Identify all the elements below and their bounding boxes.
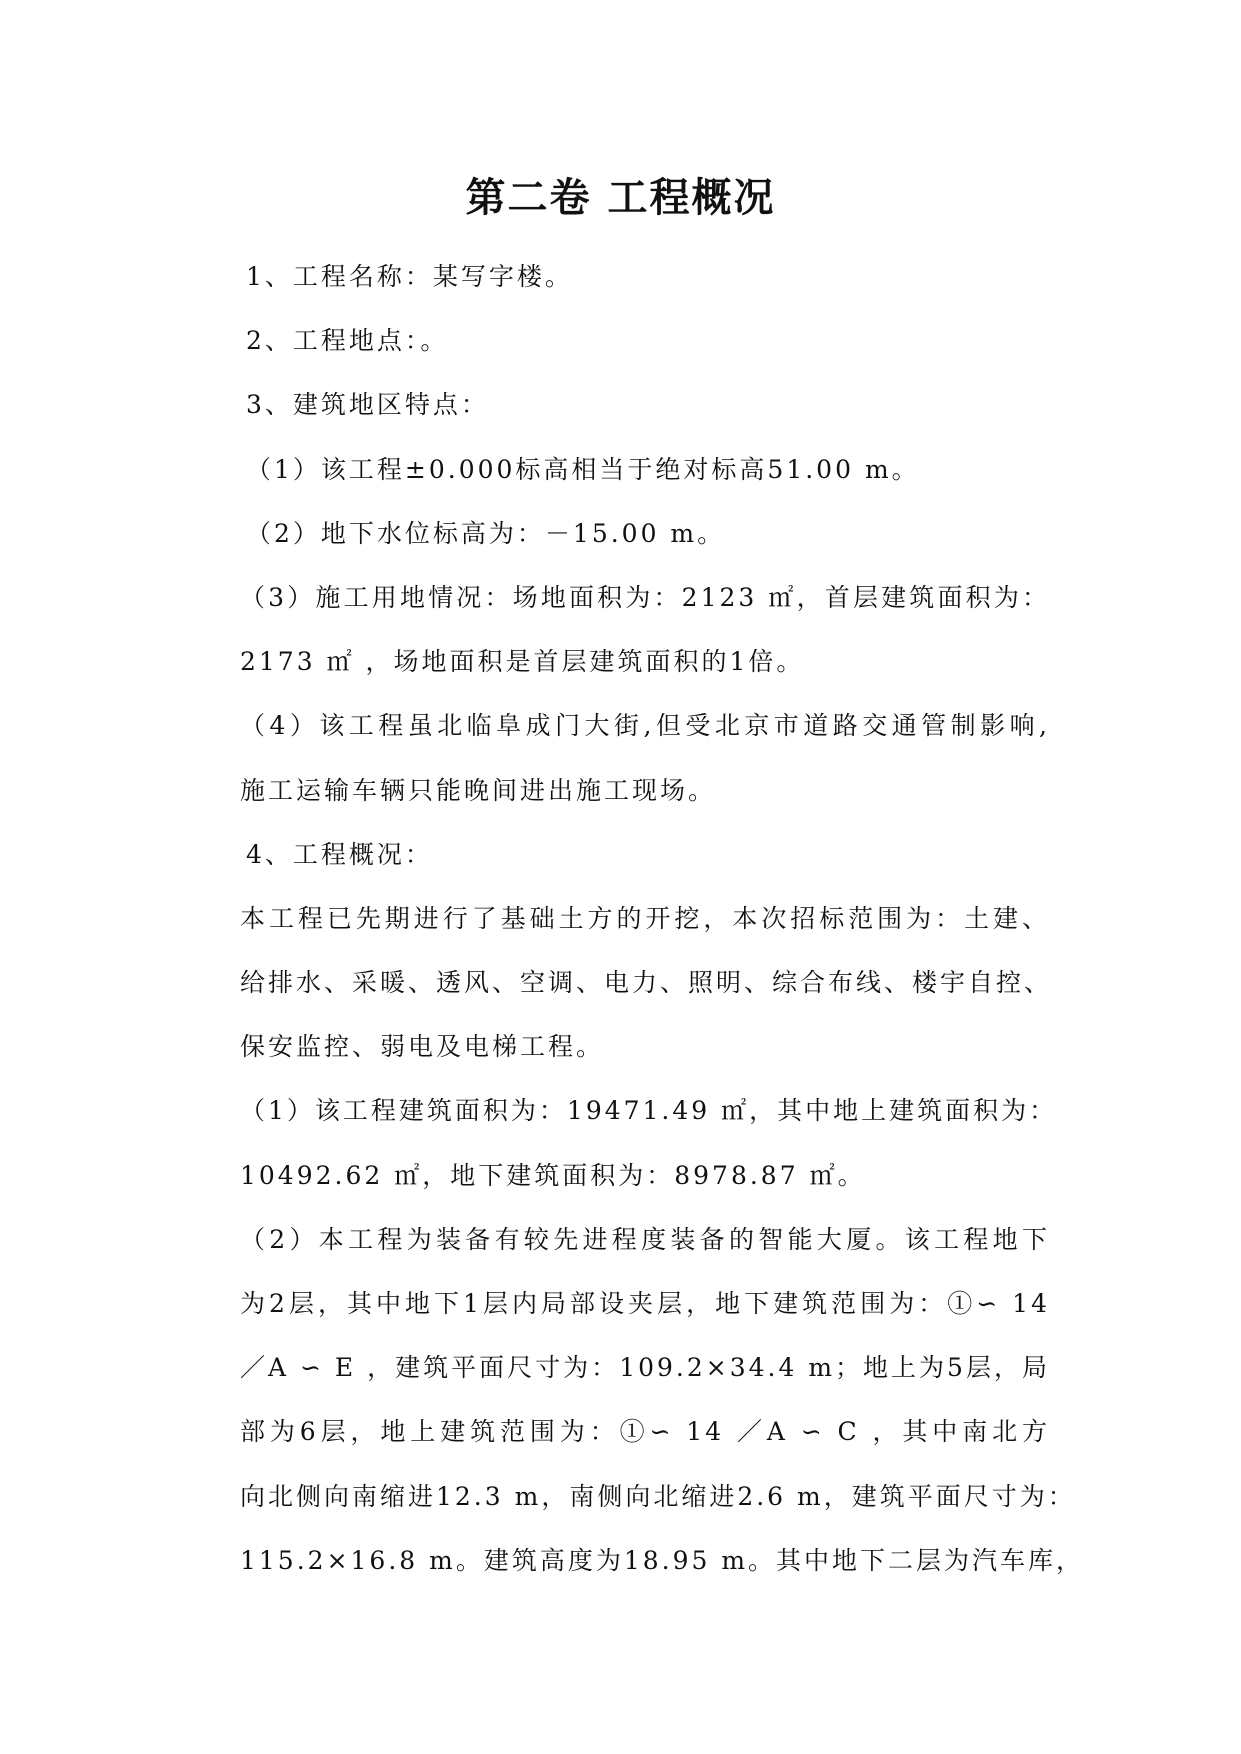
line-site-features-heading: 3、建筑地区特点： — [246, 390, 489, 420]
line-height: 115.2×16.8 m。建筑高度为18.95 m。其中地下二层为汽车库， — [240, 1545, 1085, 1575]
line-building-area: （1）该工程建筑面积为：19471.49 ㎡，其中地上建筑面积为： — [240, 1096, 1058, 1126]
line-setbacks: 向北侧向南缩进12.3 m，南侧向北缩进2.6 m，建筑平面尺寸为： — [240, 1481, 1076, 1511]
line-scope-cont: 给排水、采暖、透风、空调、电力、照明、综合布线、楼宇自控、 — [240, 968, 1053, 998]
body-text — [240, 245, 1085, 1593]
line-elevation: （1）该工程±0.000标高相当于绝对标高51.00 m。 — [246, 454, 920, 484]
page-title: 第二卷 工程概况 — [465, 175, 776, 221]
line-traffic-cont: 施工运输车辆只能晚间进出施工现场。 — [240, 775, 717, 805]
line-intelligent-building: （2）本工程为装备有较先进程度装备的智能大厦。该工程地下 — [240, 1224, 1050, 1254]
line-traffic: （4）该工程虽北临阜成门大街,但受北京市道路交通管制影响, — [240, 711, 1050, 741]
line-project-location: 2、工程地点：。 — [246, 326, 449, 356]
line-scope: 本工程已先期进行了基础土方的开挖，本次招标范围为：土建、 — [240, 903, 1050, 933]
line-above-ground-range: 部为6层，地上建筑范围为：①∽ 14 ／A ∽ C ，其中南北方 — [240, 1417, 1050, 1447]
line-project-name: 1、工程名称：某写字楼。 — [246, 262, 573, 291]
line-scope-end: 保安监控、弱电及电梯工程。 — [240, 1032, 605, 1062]
line-site-area-cont: 2173 ㎡ ，场地面积是首层建筑面积的1倍。 — [240, 647, 805, 677]
line-groundwater: （2）地下水位标高为：－15.00 m。 — [246, 518, 726, 548]
line-basement-dimensions: ／A ∽ E ，建筑平面尺寸为：109.2×34.4 m；地上为5层，局 — [240, 1353, 1050, 1383]
line-site-area: （3）施工用地情况：场地面积为：2123 ㎡，首层建筑面积为： — [240, 582, 1050, 612]
line-overview-heading: 4、工程概况： — [246, 839, 433, 869]
line-building-area-cont: 10492.62 ㎡，地下建筑面积为：8978.87 ㎡。 — [240, 1160, 866, 1190]
line-basement-levels: 为2层，其中地下1层内局部设夹层，地下建筑范围为：①∽ 14 — [240, 1289, 1050, 1318]
